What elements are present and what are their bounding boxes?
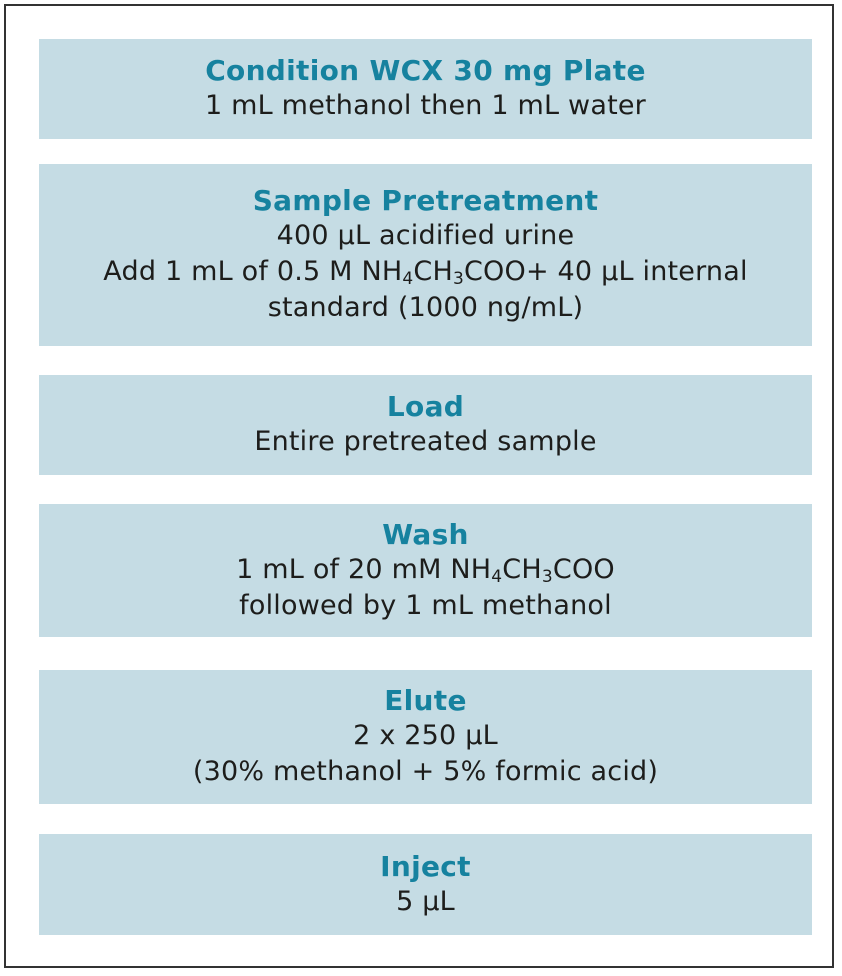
step-detail: (30% methanol + 5% formic acid) xyxy=(192,756,659,787)
step-wash xyxy=(39,504,812,637)
subscript: 4 xyxy=(402,269,414,289)
text-segment: COO xyxy=(552,553,615,585)
step-detail: Entire pretreated sample xyxy=(254,426,597,457)
step-title: Load xyxy=(386,390,465,423)
subscript: 3 xyxy=(452,269,464,289)
step-elute xyxy=(39,670,812,804)
step-title: Sample Pretreatment xyxy=(252,184,599,217)
step-detail: followed by 1 mL methanol xyxy=(239,589,612,621)
text-segment: COO+ 40 µL internal xyxy=(463,256,748,287)
step-title: Wash xyxy=(382,517,469,551)
step-sample-pretreatment xyxy=(39,164,812,346)
step-detail-formula xyxy=(103,254,747,290)
step-detail: 400 µL acidified urine xyxy=(276,220,575,251)
step-title: Elute xyxy=(384,684,467,717)
text-segment: CH xyxy=(413,256,453,287)
step-inject xyxy=(39,834,812,935)
step-title: Inject xyxy=(380,849,471,883)
step-condition xyxy=(39,39,812,139)
step-load xyxy=(39,375,812,475)
step-detail: 5 µL xyxy=(396,885,455,917)
step-detail: 2 x 250 µL xyxy=(353,720,498,751)
workflow-frame xyxy=(4,4,834,968)
step-detail: standard (1000 ng/mL) xyxy=(267,292,584,323)
step-title: Condition WCX 30 mg Plate xyxy=(205,54,646,87)
text-segment: CH xyxy=(502,553,542,585)
step-detail-formula xyxy=(236,552,615,588)
text-segment: Add 1 mL of 0.5 M NH xyxy=(103,256,403,287)
subscript: 4 xyxy=(491,566,503,587)
subscript: 3 xyxy=(541,566,553,587)
step-detail: 1 mL methanol then 1 mL water xyxy=(205,90,646,121)
text-segment: 1 mL of 20 mM NH xyxy=(236,553,492,585)
